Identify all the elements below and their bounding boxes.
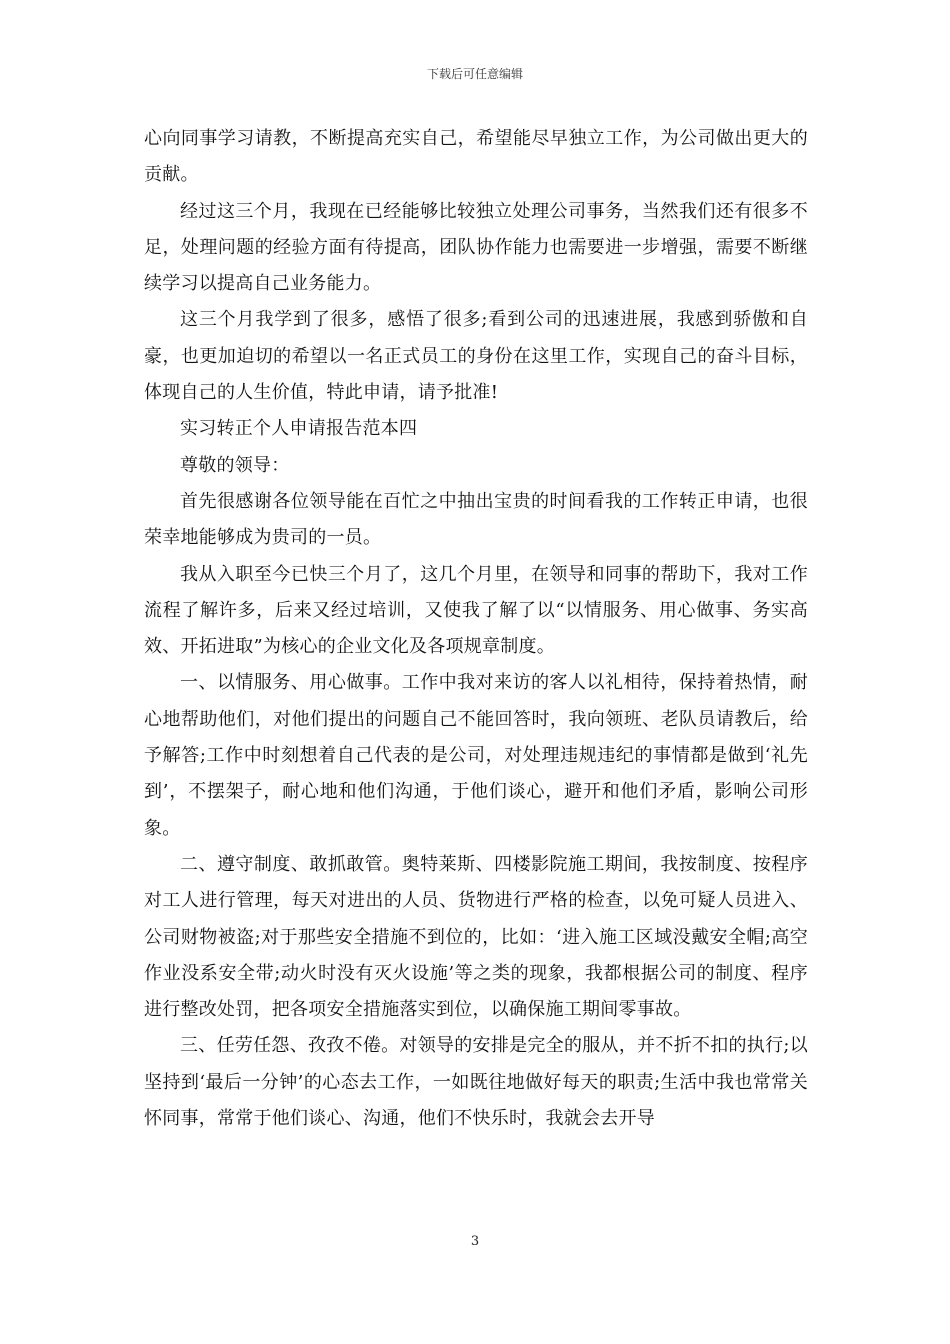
paragraph: 这三个月我学到了很多，感悟了很多;看到公司的迅速进展，我感到骄傲和自豪，也更加迫切的希望以一名正式员工的身份在这里工作，实现自己的奋斗目标，体现自己的人生价值，特此申请，请予批准! [144, 309, 808, 404]
section-title: 实习转正个人申请报告范本四 [180, 418, 418, 440]
paragraph: 经过这三个月，我现在已经能够比较独立处理公司事务，当然我们还有很多不足，处理问题的经验方面有待提高，团队协作能力也需要进一步增强，需要不断继续学习以提高自己业务能力。 [144, 200, 808, 295]
document-body [144, 121, 808, 1137]
page-header: 下载后可任意编辑 [426, 67, 523, 81]
salutation: 尊敬的领导： [180, 454, 290, 476]
paragraph: 我从入职至今已快三个月了，这几个月里，在领导和同事的帮助下，我对工作流程了解许多，后来又经过培训，又使我了解了以“以情服务、用心做事、务实高效、开拓进取”为核心的企业文化及各项规章制度。 [144, 563, 808, 658]
paragraph-point-three: 三、任劳任怨、孜孜不倦。对领导的安排是完全的服从，并不折不扣的执行;以坚持到‘最后一分钟’的心态去工作，一如既往地做好每天的职责;生活中我也常常关怀同事，常常于他们谈心、沟通，他们不快乐时，我就会去开导 [144, 1035, 808, 1130]
paragraph-point-one: 一、以情服务、用心做事。工作中我对来访的客人以礼相待，保持着热情，耐心地帮助他们，对他们提出的问题自己不能回答时，我向领班、老队员请教后，给予解答;工作中时刻想着自己代表的是公司，对处理违规违纪的事情都是做到‘礼先到’，不摆架子，耐心地和他们沟通，于他们谈心，避开和他们矛盾，影响公司形象。 [144, 672, 808, 839]
paragraph: 首先很感谢各位领导能在百忙之中抽出宝贵的时间看我的工作转正申请，也很荣幸地能够成为贵司的一员。 [144, 490, 808, 549]
paragraph-point-two: 二、遵守制度、敢抓敢管。奥特莱斯、四楼影院施工期间，我按制度、按程序对工人进行管理，每天对进出的人员、货物进行严格的检查，以免可疑人员进入、公司财物被盗;对于那些安全措施不到位的，比如：‘进入施工区域没戴安全帽;高空作业没系安全带;动火时没有灭火设施’等之类的现象，我都根据公司的制度、程序进行整改处罚，把各项安全措施落实到位，以确保施工期间零事故。 [144, 853, 808, 1021]
paragraph-continuation: 心向同事学习请教，不断提高充实自己，希望能尽早独立工作，为公司做出更大的贡献。 [144, 128, 808, 186]
page-number: 3 [470, 1234, 480, 1249]
